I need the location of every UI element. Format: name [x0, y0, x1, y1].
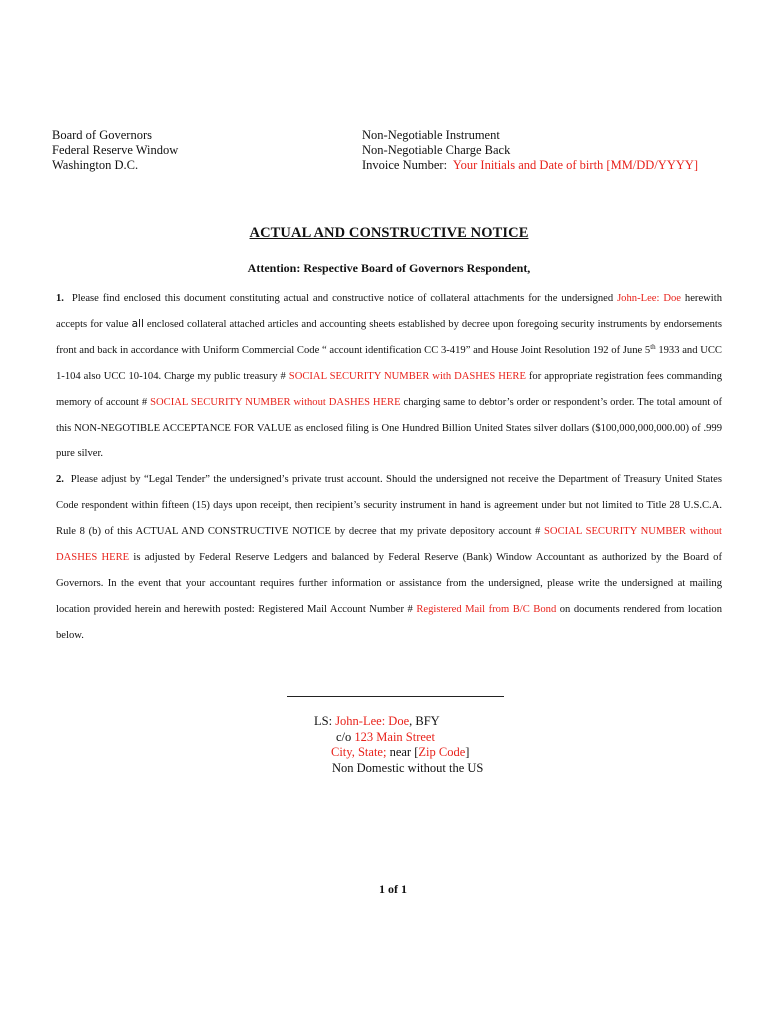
ls-label: LS:: [314, 714, 336, 728]
paragraph-2: [56, 467, 722, 648]
city-line: [314, 745, 483, 761]
paragraph-number: 2.: [56, 474, 64, 486]
ssn-without-dashes-placeholder: SOCIAL SECURITY NUMBER without DASHES HERE: [56, 526, 723, 564]
signer-name: John-Lee: Doe: [335, 714, 410, 728]
paragraph-text: Please adjust by “Legal Tender” the undersigned’s private trust account. Should the undersigned not receive the Department of Treasury United States Code respondent within fifteen (15) days upon receipt, then recipient’s security instrument in hand is agreement under but not limited to Title 28 U.S.C.A. Rule 8 (b) of this ACTUAL AND CONSTRUCTIVE NOTICE by decree that my private depository account #: [56, 474, 722, 538]
paragraph-text: for appropriate registration fees commanding memory of account #: [56, 370, 722, 408]
page-number: 1 of 1: [379, 882, 407, 896]
paragraph-number: 1.: [56, 293, 64, 304]
zip-code: Zip Code: [418, 745, 466, 759]
paragraph-text: herewith accepts for value: [56, 293, 722, 330]
emphasis-word: all: [131, 317, 144, 330]
charge-back-type: Non-Negotiable Charge Back: [362, 143, 511, 157]
signer-line: [314, 714, 483, 730]
paragraph-text: charging same to debtor’s order or respondent’s order. The total amount of this NON-NEGOTIBLE ACCEPTANCE FOR VALUE as enclosed filing is One Hundred Billion United States silver dollars ($100,000,000,000.00) of .999 pure silver.: [56, 396, 722, 460]
city-state: City, State;: [331, 745, 387, 759]
ssn-with-dashes-placeholder: SOCIAL SECURITY NUMBER with DASHES HERE: [288, 370, 526, 382]
signer-suffix: , BFY: [409, 714, 440, 728]
ssn-without-dashes-placeholder: SOCIAL SECURITY NUMBER without DASHES HERE: [150, 396, 401, 408]
recipient-line: Federal Reserve Window: [52, 143, 179, 157]
recipient-line: Board of Governors: [52, 128, 152, 142]
paragraph-1: [56, 286, 722, 467]
bracket: ]: [465, 745, 470, 759]
document-title: ACTUAL AND CONSTRUCTIVE NOTICE: [249, 225, 529, 241]
paragraph-text: 1933 and UCC 1-104 also UCC 10-104. Charge my public treasury #: [56, 344, 722, 382]
invoice-number-line: [362, 158, 698, 173]
street-address: 123 Main Street: [354, 729, 435, 744]
paragraph-text: is adjusted by Federal Reserve Ledgers and balanced by Federal Reserve (Bank) Window Accountant as authorized by the Board of Governors. In the event that your accountant requires further information or assistance from the undersigned, please write the undersigned at mailing location provided herein and herewith posted: Registered Mail Account Number #: [56, 552, 722, 615]
document-body: [56, 286, 722, 649]
non-domestic-line: Non Domestic without the US: [332, 760, 484, 775]
recipient-line: Washington D.C.: [52, 158, 139, 172]
invoice-value: Your Initials and Date of birth [MM/DD/YYYY]: [452, 158, 699, 172]
recipient-address: [52, 128, 178, 173]
instrument-info: [362, 128, 698, 173]
care-of-line: [314, 730, 483, 746]
ordinal-suffix: th: [650, 342, 656, 351]
principal-name: John-Lee: Doe: [617, 293, 681, 304]
signature-line: [287, 696, 504, 697]
paragraph-text: on documents rendered from location below.: [56, 603, 722, 641]
signature-block: [314, 714, 483, 776]
paragraph-text: enclosed collateral attached articles and accounting sheets established by decree upon foregoing security instruments by endorsements front and back in accordance with Uniform Commercial Code “ account identification CC 3-419” and House Joint Resolution 192 of June 5: [56, 318, 722, 356]
registered-mail-placeholder: Registered Mail from B/C Bond: [416, 603, 557, 615]
paragraph-text: Please find enclosed this document constituting actual and constructive notice of collateral attachments for the undersigned: [71, 293, 618, 304]
instrument-type: Non-Negotiable Instrument: [362, 128, 500, 142]
near-label: near [: [386, 745, 419, 759]
invoice-label: Invoice Number:: [362, 158, 448, 172]
attention-line: Attention: Respective Board of Governors Respondent,: [247, 261, 531, 275]
care-of-label: c/o: [336, 729, 355, 744]
